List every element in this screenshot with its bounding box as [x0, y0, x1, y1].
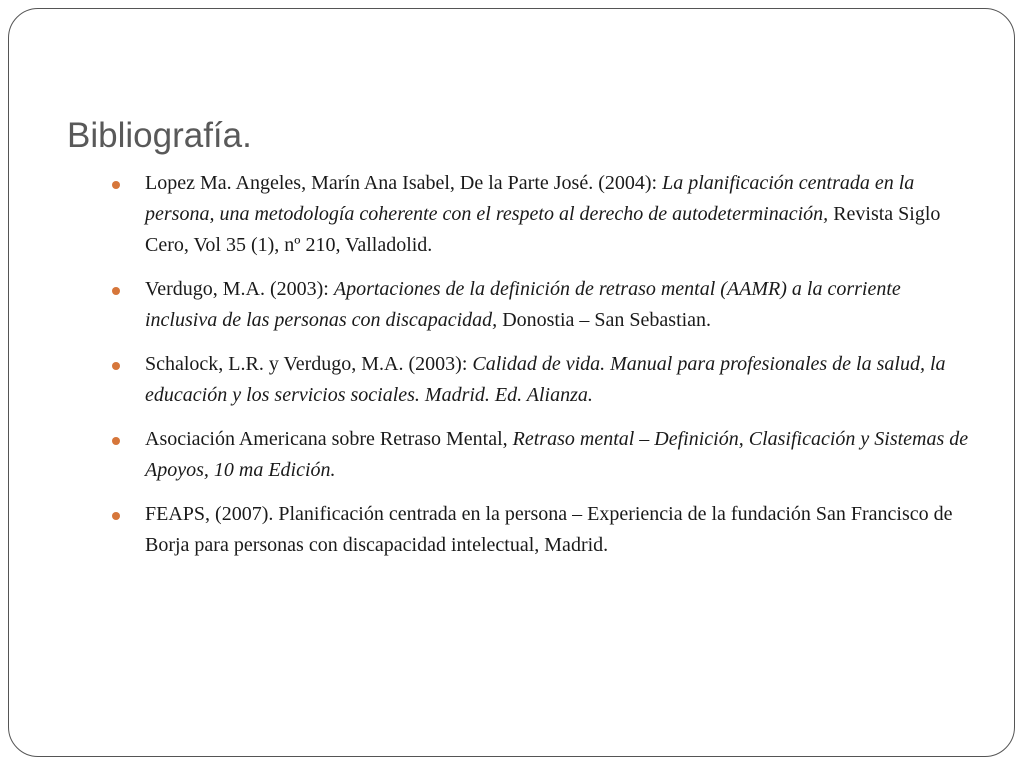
reference-item — [110, 274, 970, 336]
reference-title: Aportaciones de la definición de retraso mental (AAMR) a la corriente inclusiva de las personas con discapacidad, — [145, 278, 901, 331]
bullet-icon — [112, 181, 120, 189]
reference-title: Retraso mental – Definición, Clasificación y Sistemas de Apoyos, 10 ma Edición. — [145, 428, 969, 481]
bullet-icon — [112, 512, 120, 520]
bullet-icon — [112, 437, 120, 445]
reference-source: Revista Siglo Cero, Vol 35 (1), nº 210, Valladolid. — [145, 203, 941, 256]
reference-authors: FEAPS, (2007). Planificación centrada en la persona – Experiencia de la fundación San Francisco de Borja para personas con discapacidad intelectual, Madrid. — [145, 503, 953, 556]
reference-authors: Schalock, L.R. y Verdugo, M.A. (2003): — [145, 353, 473, 375]
reference-authors: Asociación Americana sobre Retraso Mental, — [145, 428, 513, 450]
reference-item — [110, 349, 970, 411]
reference-item — [110, 424, 970, 486]
reference-list — [110, 168, 970, 574]
reference-item — [110, 499, 970, 561]
reference-source: Donostia – San Sebastian. — [497, 309, 712, 331]
reference-title: Calidad de vida. Manual para profesionales de la salud, la educación y los servicios sociales. Madrid. Ed. Alianza. — [145, 353, 946, 406]
bullet-icon — [112, 287, 120, 295]
reference-item — [110, 168, 970, 261]
bullet-icon — [112, 362, 120, 370]
reference-title: La planificación centrada en la persona, una metodología coherente con el respeto al derecho de autodeterminación, — [145, 172, 915, 225]
reference-authors: Lopez Ma. Angeles, Marín Ana Isabel, De la Parte José. (2004): — [145, 172, 663, 194]
slide-title: Bibliografía. — [67, 116, 252, 155]
reference-authors: Verdugo, M.A. (2003): — [145, 278, 334, 300]
